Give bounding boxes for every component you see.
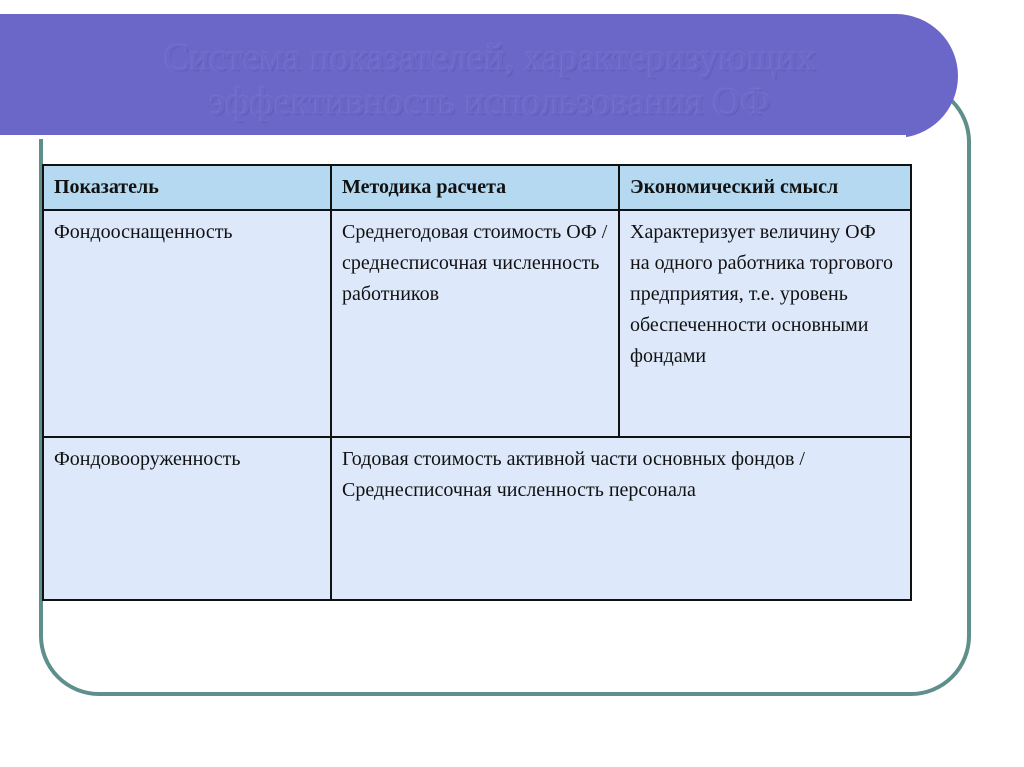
cell-method: Среднегодовая стоимость ОФ / среднесписочная численность работников: [331, 210, 619, 437]
table-row: [43, 210, 911, 437]
cell-indicator: Фондовооруженность: [43, 437, 331, 600]
cell-meaning: Характеризует величину ОФ на одного работника торгового предприятия, т.е. уровень обеспеченности основными фондами: [619, 210, 911, 437]
table-header-row: [43, 165, 911, 210]
slide-title: Система показателей, характеризующих эффективность использования ОФ: [164, 37, 816, 123]
cell-indicator: Фондооснащенность: [43, 210, 331, 437]
header-meaning: Экономический смысл: [619, 165, 911, 210]
indicators-table: [42, 164, 912, 601]
header-indicator: Показатель: [43, 165, 331, 210]
table-row: [43, 437, 911, 600]
cell-method: Годовая стоимость активной части основных фондов / Среднесписочная численность персонала: [331, 437, 911, 600]
title-underline: [0, 135, 906, 139]
header-method: Методика расчета: [331, 165, 619, 210]
